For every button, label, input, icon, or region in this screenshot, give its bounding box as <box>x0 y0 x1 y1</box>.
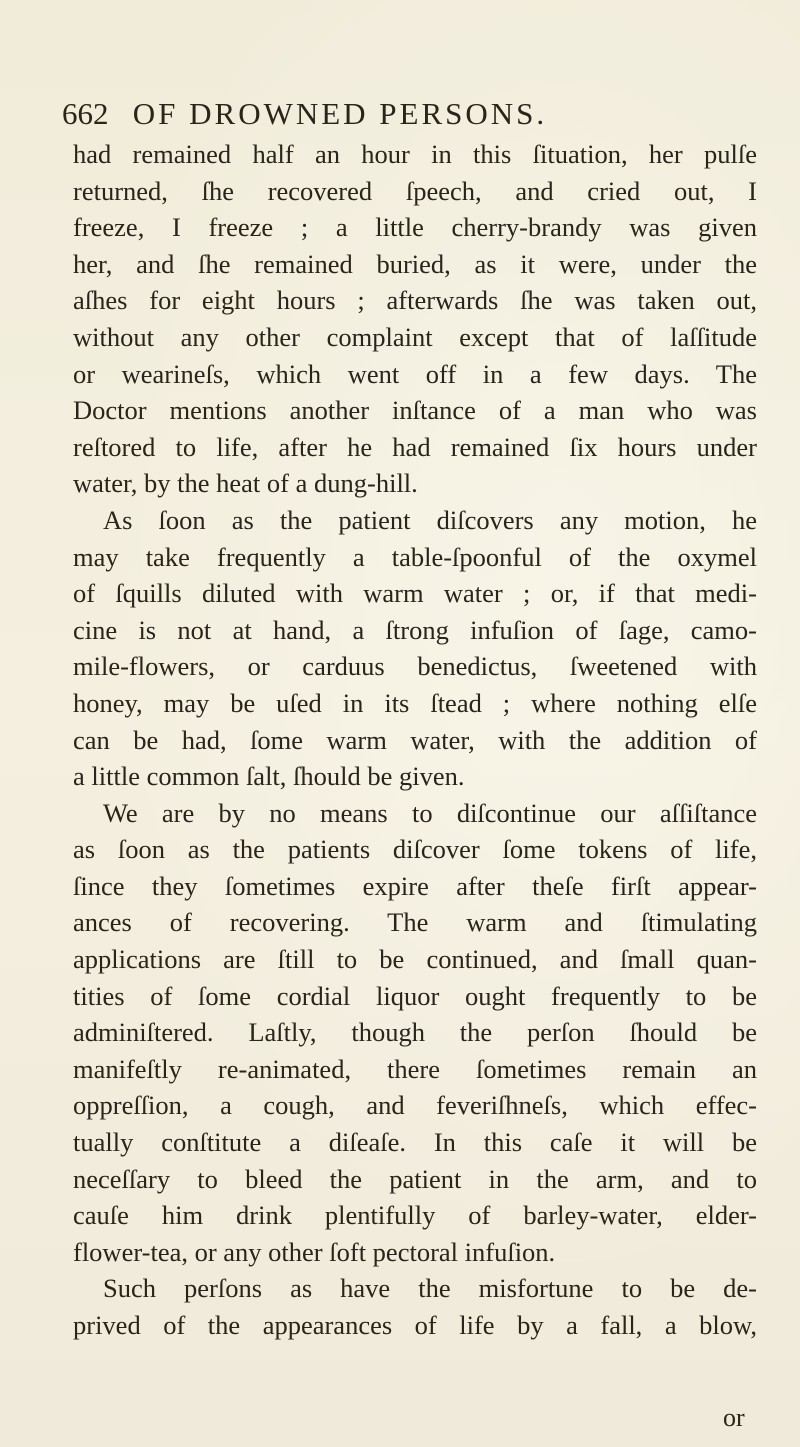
running-title: OF DROWNED PERSONS. <box>132 96 548 131</box>
text-line: returned, ſhe recovered ſpeech, and cried out, I <box>73 175 757 206</box>
text-line: cauſe him drink plentifully of barley-water, elder- <box>73 1200 757 1231</box>
text-line: water, by the heat of a dung-hill. <box>73 468 418 499</box>
text-line: mile-flowers, or carduus benedictus, ſweetened with <box>73 651 757 682</box>
page-header <box>62 96 762 132</box>
text-line: as ſoon as the patients diſcover ſome tokens of life, <box>73 834 757 865</box>
catchword: or <box>723 1403 745 1432</box>
text-line: reſtored to life, after he had remained ſix hours under <box>73 431 757 462</box>
text-line: ſince they ſometimes expire after theſe firſt appear- <box>73 870 757 901</box>
text-line: without any other complaint except that of laſſitude <box>73 321 757 352</box>
text-line: We are by no means to diſcontinue our aſſiſtance <box>103 797 757 828</box>
text-line: manifeſtly re-animated, there ſometimes remain an <box>73 1053 757 1084</box>
text-line: Such perſons as have the misfortune to be de- <box>103 1273 757 1304</box>
text-line: As ſoon as the patient diſcovers any motion, he <box>103 504 757 535</box>
body-text <box>73 136 757 1344</box>
text-line: Doctor mentions another inſtance of a man who was <box>73 395 757 426</box>
text-line: can be had, ſome warm water, with the addition of <box>73 724 757 755</box>
text-line: tities of ſome cordial liquor ought frequently to be <box>73 980 757 1011</box>
text-line: had remained half an hour in this ſituation, her pulſe <box>73 139 757 169</box>
text-line: freeze, I freeze ; a little cherry-brandy was given <box>73 212 757 243</box>
text-line: of ſquills diluted with warm water ; or, if that medi- <box>73 578 757 609</box>
text-line: or wearineſs, which went off in a few days. The <box>73 358 757 389</box>
text-line: cine is not at hand, a ſtrong infuſion of ſage, camo- <box>73 614 757 645</box>
text-line: her, and ſhe remained buried, as it were, under the <box>73 248 757 279</box>
text-line: tually conſtitute a diſeaſe. In this caſe it will be <box>73 1127 757 1158</box>
text-line: a little common ſalt, ſhould be given. <box>73 761 465 792</box>
text-line: aſhes for eight hours ; afterwards ſhe was taken out, <box>73 285 757 316</box>
text-line: flower-tea, or any other ſoft pectoral infuſion. <box>73 1236 556 1267</box>
text-line: ances of recovering. The warm and ſtimulating <box>73 907 757 938</box>
text-line: honey, may be uſed in its ſtead ; where nothing elſe <box>73 687 757 718</box>
text-line: may take frequently a table-ſpoonful of the oxymel <box>73 541 757 572</box>
page-number: 662 <box>62 96 109 131</box>
text-line: applications are ſtill to be continued, and ſmall quan- <box>73 944 757 975</box>
text-line: adminiſtered. Laſtly, though the perſon ſhould be <box>73 1017 757 1048</box>
text-line: neceſſary to bleed the patient in the arm, and to <box>73 1163 757 1194</box>
text-line: oppreſſion, a cough, and feveriſhneſs, which effec- <box>73 1090 757 1121</box>
text-line: prived of the appearances of life by a fall, a blow, <box>73 1310 757 1340</box>
